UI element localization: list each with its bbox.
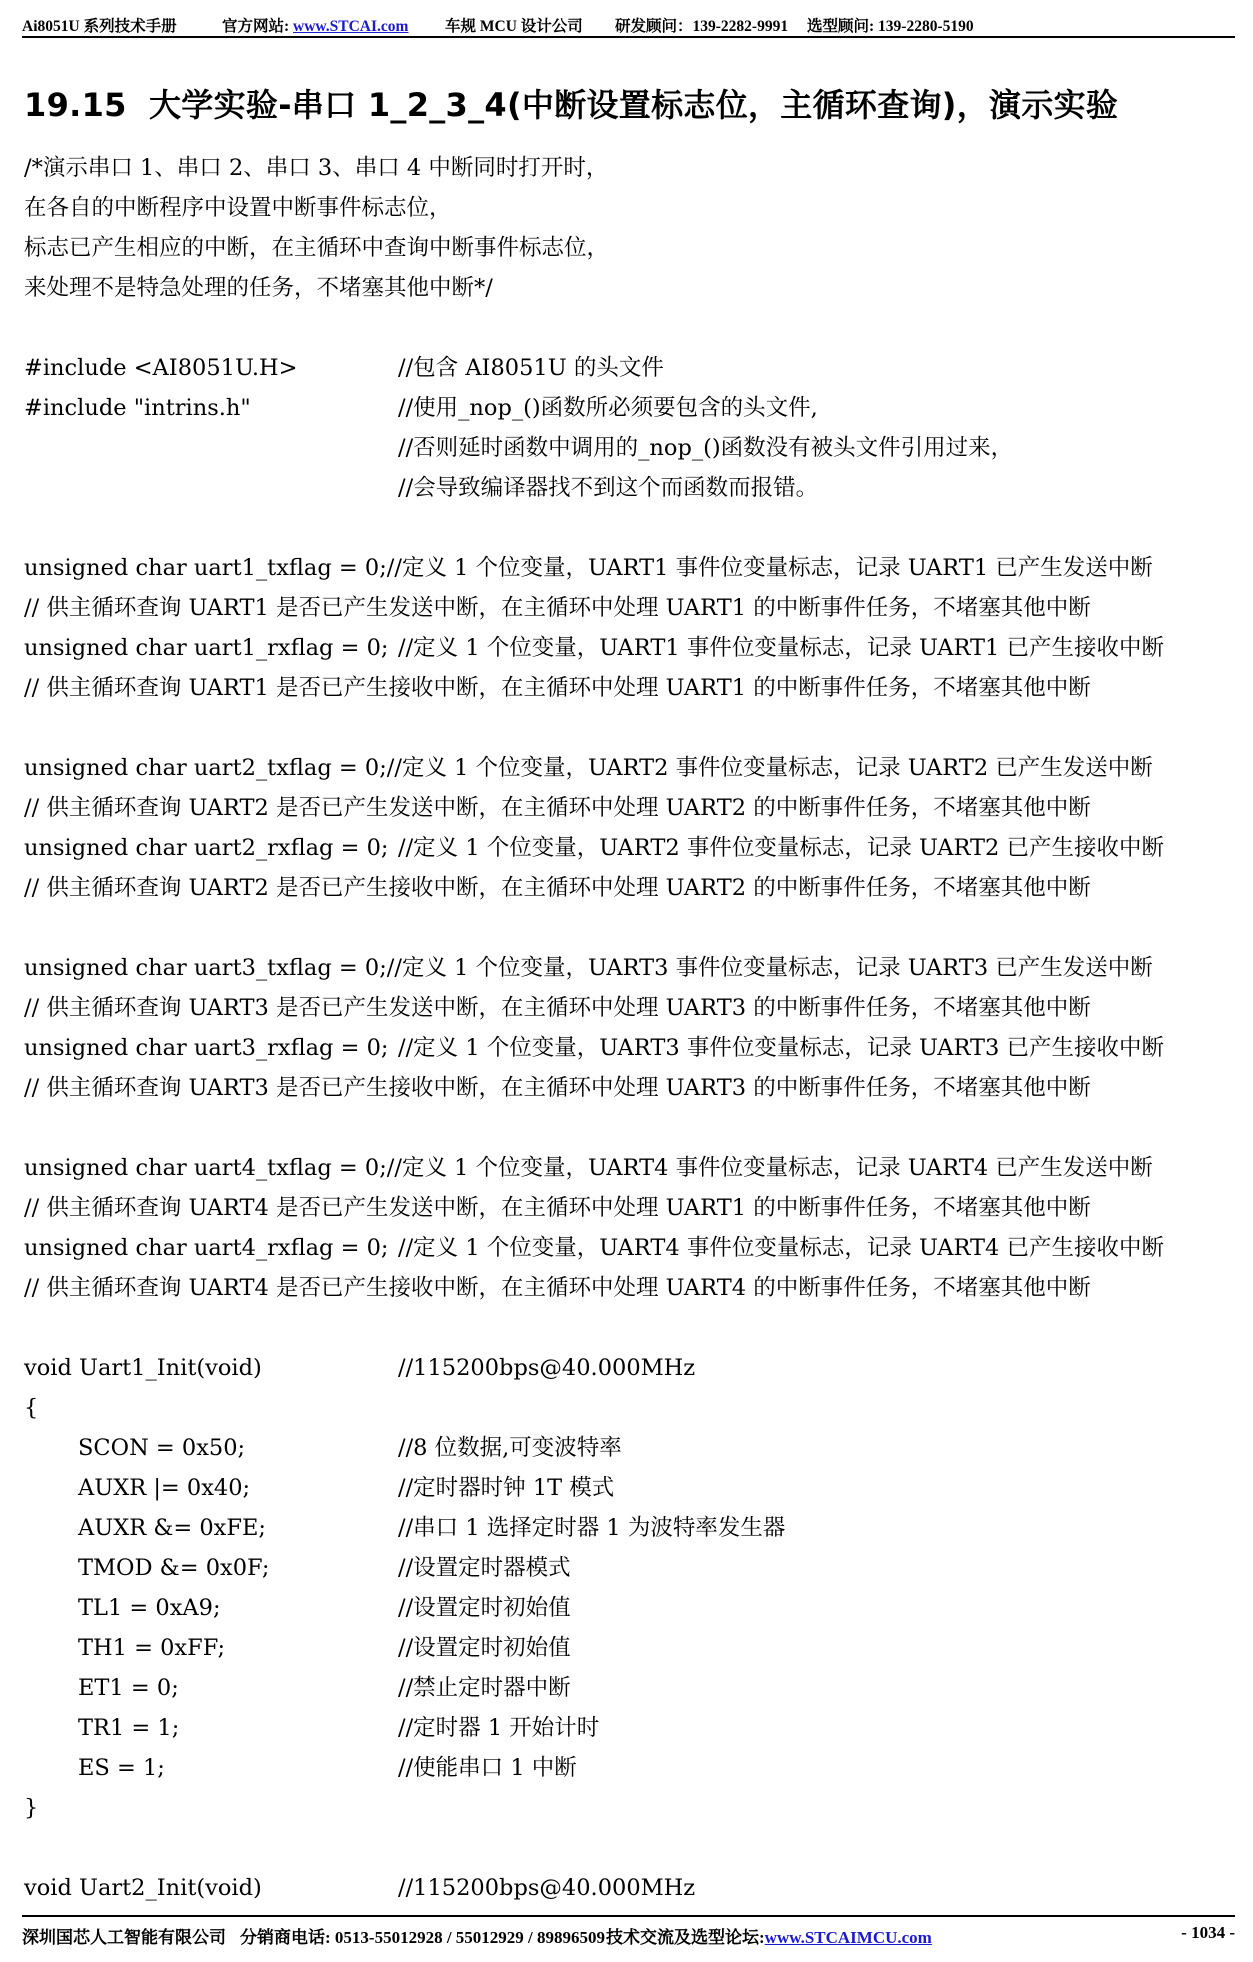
code-comment: //会导致编译器找不到这个而函数而报错。 [398,475,819,501]
code-text: /*演示串口 1、串口 2、串口 3、串口 4 中断同时打开时， [24,155,609,181]
code-comment: //8 位数据,可变波特率 [398,1435,622,1461]
code-text: // 供主循环查询 UART4 是否已产生接收中断，在主循环中处理 UART4 的中断事件任务，不堵塞其他中断 [24,1275,1091,1301]
code-line [24,308,1239,348]
forum-label: 技术交流及选型论坛: [606,1928,765,1947]
code-comment: //定义 1 个位变量，UART1 事件位变量标志，记录 UART1 已产生接收中断 [398,635,1165,661]
code-text: #include "intrins.h" [24,395,251,421]
rd-contact: 研发顾问：139-2282-9991 [615,18,789,35]
code-text: TR1 = 1; [78,1715,180,1741]
code-text: unsigned char uart3_rxflag = 0; [24,1035,389,1061]
distributor-phone: 分销商电话: 0513-55012928 / 55012929 / 89896509 [240,1928,606,1947]
code-text: AUXR |= 0x40; [78,1475,251,1501]
code-text: unsigned char uart4_rxflag = 0; [24,1235,389,1261]
code-comment: //115200bps@40.000MHz [398,1355,696,1381]
code-line [24,268,1239,308]
page-number: - 1034 - [1181,1923,1235,1942]
code-line [24,1308,1239,1348]
code-comment: //设置定时器模式 [398,1555,571,1581]
code-line [24,1868,1239,1908]
code-comment: //设置定时初始值 [398,1595,571,1621]
code-comment: //否则延时函数中调用的_nop_()函数没有被头文件引用过来， [398,435,1014,461]
code-line [24,708,1239,748]
code-comment: //定时器时钟 1T 模式 [398,1475,615,1501]
code-line [24,468,1239,508]
site-link[interactable]: www.STCAI.com [293,18,409,35]
code-line [24,1588,1239,1628]
code-line [24,948,1239,988]
code-line [24,1388,1239,1428]
code-text: // 供主循环查询 UART4 是否已产生发送中断，在主循环中处理 UART1 的中断事件任务，不堵塞其他中断 [24,1195,1091,1221]
code-listing [24,148,1239,1908]
code-comment: //禁止定时器中断 [398,1675,571,1701]
code-line [24,1548,1239,1588]
code-line [24,1428,1239,1468]
code-line [24,1628,1239,1668]
site-label: 官方网站: [222,18,294,35]
code-line [24,988,1239,1028]
code-line [24,748,1239,788]
code-text: TL1 = 0xA9; [78,1595,221,1621]
forum [606,1923,932,1948]
code-line [24,668,1239,708]
code-text: AUXR &= 0xFE; [78,1515,266,1541]
code-text: 来处理不是特急处理的任务，不堵塞其他中断*/ [24,275,493,301]
code-line [24,148,1239,188]
code-line [24,1348,1239,1388]
code-text: SCON = 0x50; [78,1435,246,1461]
code-line [24,1068,1239,1108]
footer-company: 深圳国芯人工智能有限公司 [22,1928,226,1947]
company-tagline: 车规 MCU 设计公司 [445,18,583,35]
code-text: void Uart2_Init(void) [24,1875,262,1901]
code-line [24,1148,1239,1188]
code-line [24,1508,1239,1548]
code-text: // 供主循环查询 UART3 是否已产生发送中断，在主循环中处理 UART3 的中断事件任务，不堵塞其他中断 [24,995,1091,1021]
manual-name: Ai8051U 系列技术手册 [22,18,177,35]
code-text: unsigned char uart1_rxflag = 0; [24,635,389,661]
code-line [24,1748,1239,1788]
code-comment: //使能串口 1 中断 [398,1755,577,1781]
code-text: // 供主循环查询 UART2 是否已产生接收中断，在主循环中处理 UART2 的中断事件任务，不堵塞其他中断 [24,875,1091,901]
code-line [24,1788,1239,1828]
code-text: ET1 = 0; [78,1675,179,1701]
code-line [24,1668,1239,1708]
code-comment: //设置定时初始值 [398,1635,571,1661]
code-text: unsigned char uart4_txflag = 0;//定义 1 个位变量，UART4 事件位变量标志，记录 UART4 已产生发送中断 [24,1155,1153,1181]
section-heading: 大学实验-串口 1_2_3_4(中断设置标志位，主循环查询)，演示实验 [149,86,1119,124]
code-text: 标志已产生相应的中断，在主循环中查询中断事件标志位， [24,235,610,261]
code-line [24,828,1239,868]
code-line [24,1188,1239,1228]
code-comment: //115200bps@40.000MHz [398,1875,696,1901]
code-text: // 供主循环查询 UART3 是否已产生接收中断，在主循环中处理 UART3 的中断事件任务，不堵塞其他中断 [24,1075,1091,1101]
code-line [24,388,1239,428]
code-text: TH1 = 0xFF; [78,1635,226,1661]
page-footer [22,1915,1235,1947]
code-text: unsigned char uart2_txflag = 0;//定义 1 个位变量，UART2 事件位变量标志，记录 UART2 已产生发送中断 [24,755,1153,781]
code-line [24,788,1239,828]
code-comment: //定时器 1 开始计时 [398,1715,600,1741]
code-line [24,1228,1239,1268]
code-comment: //定义 1 个位变量，UART2 事件位变量标志，记录 UART2 已产生接收中断 [398,835,1165,861]
code-line [24,908,1239,948]
code-text: TMOD &= 0x0F; [78,1555,270,1581]
code-line [24,628,1239,668]
section-title [24,80,1118,126]
code-comment: //定义 1 个位变量，UART3 事件位变量标志，记录 UART3 已产生接收中断 [398,1035,1165,1061]
code-comment: //使用_nop_()函数所必须要包含的头文件, [398,395,818,421]
code-line [24,1708,1239,1748]
code-text: } [24,1795,39,1821]
code-line [24,548,1239,588]
section-number: 19.15 [24,86,127,124]
code-text: unsigned char uart3_txflag = 0;//定义 1 个位变量，UART3 事件位变量标志，记录 UART3 已产生发送中断 [24,955,1153,981]
code-text: // 供主循环查询 UART2 是否已产生发送中断，在主循环中处理 UART2 的中断事件任务，不堵塞其他中断 [24,795,1091,821]
code-line [24,588,1239,628]
code-line [24,508,1239,548]
code-comment: //定义 1 个位变量，UART4 事件位变量标志，记录 UART4 已产生接收中断 [398,1235,1165,1261]
code-text: #include <AI8051U.H> [24,355,298,381]
code-text: void Uart1_Init(void) [24,1355,262,1381]
official-site [222,14,408,36]
code-text: unsigned char uart2_rxflag = 0; [24,835,389,861]
code-line [24,1828,1239,1868]
code-line [24,348,1239,388]
selection-contact: 选型顾问: 139-2280-5190 [807,18,974,35]
code-line [24,868,1239,908]
code-text: // 供主循环查询 UART1 是否已产生发送中断，在主循环中处理 UART1 的中断事件任务，不堵塞其他中断 [24,595,1091,621]
code-line [24,1468,1239,1508]
code-line [24,1108,1239,1148]
code-line [24,1028,1239,1068]
code-text: unsigned char uart1_txflag = 0;//定义 1 个位变量，UART1 事件位变量标志，记录 UART1 已产生发送中断 [24,555,1153,581]
code-comment: //包含 AI8051U 的头文件 [398,355,664,381]
code-line [24,188,1239,228]
code-text: // 供主循环查询 UART1 是否已产生接收中断，在主循环中处理 UART1 的中断事件任务，不堵塞其他中断 [24,675,1091,701]
code-line [24,428,1239,468]
code-text: ES = 1; [78,1755,165,1781]
forum-link[interactable]: www.STCAIMCU.com [764,1928,932,1947]
code-text: { [24,1395,39,1421]
code-line [24,1268,1239,1308]
code-text: 在各自的中断程序中设置中断事件标志位， [24,195,452,221]
code-comment: //串口 1 选择定时器 1 为波特率发生器 [398,1515,786,1541]
code-line [24,228,1239,268]
page-header [22,12,1235,38]
